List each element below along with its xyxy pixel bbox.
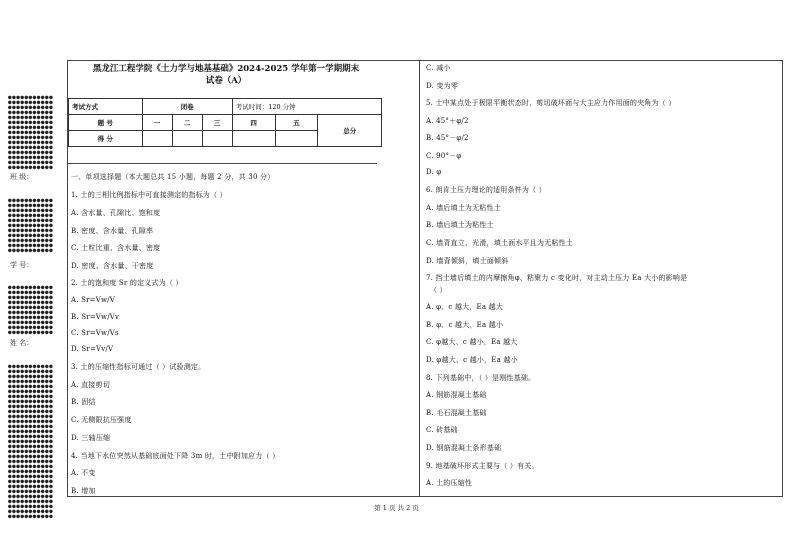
binding-dots-middle-2: ●●●●●●●●●●● ●●●●●●●●●●● ●●●●●●●●●●● ●●●●●●●●●●● ●●●●●●●●●●● ●●●●●●●●●●● ●●●●●●●●●●● ●●●●●●●●●●● ●●●●●●●●●●● ●●●●●●●●●●●: [8, 284, 54, 336]
column-divider: [419, 60, 420, 497]
option-line: A. Sr=Vw/V: [71, 296, 115, 304]
class-label: 班 级：: [10, 173, 34, 181]
question-line: 2. 土的饱和度 Sr 的定义式为（ ）: [71, 279, 183, 287]
column-4: 四: [232, 115, 275, 131]
score-cell-2: [172, 131, 202, 147]
option-line: C. 减小: [426, 64, 451, 72]
question-line: 6. 朗肯土压力理论的适用条件为（ ）: [426, 186, 546, 194]
question-line: 8. 下列基础中，（ ）是刚性基础。: [426, 374, 536, 382]
question-number-label: 题 号: [69, 115, 143, 131]
score-cell-3: [202, 131, 232, 147]
question-line: 5. 土中某点处于极限平衡状态时，剪切破坏面与大主应力作用面的夹角为（ ）: [426, 99, 676, 107]
score-label: 得 分: [69, 131, 143, 147]
binding-dots-bottom: ●●●●●●●●●●● ●●●●●●●●●●● ●●●●●●●●●●● ●●●●●●●●●●● ●●●●●●●●●●● ●●●●●●●●●●● ●●●●●●●●●●● ●●●●●●●●●●● ●●●●●●●●●●● ●●●●●●●●●●● ●●●●●●●●●●● ●●●●●●●●●●● ●●●●●●●●●●● ●●●●●●●●●●● ●●●●●●●●●●● ●●●●●●●●●●● ●●●●●●●●●●● ●●●●●●●●●●● ●●●●●●●●●●● ●●●●●●●●●●● ●●●●●●●●●●● ●●●●●●●●●●● ●●●●●●●●●●● ●●●●●●●●●●● ●●●●●●●●●●● ●●●●●●●●●●● ●●●●●●●●●●● ●●●●●●●●●●● ●●●●●●●●●●● ●●●●●●●●●●● ●●●●●●●●●●●: [8, 363, 54, 520]
option-line: C. 无侧限抗压强度: [71, 416, 132, 424]
option-line: D. 密度、含水量、干密度: [71, 262, 154, 270]
option-line: C. φ越大、c 越小，Ea 越大: [426, 338, 518, 346]
total-label: 总分: [318, 115, 382, 147]
exam-title-line-2: 试卷（A）: [205, 76, 247, 86]
question-line: 7. 挡土墙后填土的内摩擦角φ、粘聚力 c 变化时，对主动土压力 Ea 大小的影响是: [426, 274, 688, 282]
option-line: D. 墙背倾斜，填土面倾斜: [426, 257, 509, 265]
option-line: A. 含水量、孔隙比、饱和度: [71, 209, 161, 217]
option-line: A. φ、c 越大，Ea 越大: [426, 303, 504, 311]
question-line-continued: （ ）: [430, 286, 447, 294]
option-line: D. φ越大、c 越小，Ea 越小: [426, 356, 518, 364]
option-line: B. 固结: [71, 398, 96, 406]
question-line: 1. 土的三相比例指标中可直接测定的指标为（ ）: [71, 191, 227, 199]
column-2: 二: [172, 115, 202, 131]
option-line: B. φ、c 越大，Ea 越小: [426, 321, 504, 329]
question-line: 3. 土的压缩性指标可通过（ ）试验测定。: [71, 363, 206, 371]
exam-method-value: 闭卷: [142, 99, 232, 115]
question-line: 9. 地基破坏形式主要与（ ）有关。: [426, 462, 539, 470]
exam-method-label: 考试方式: [69, 99, 143, 115]
option-line: D. φ: [426, 168, 442, 176]
column-5: 五: [275, 115, 318, 131]
option-line: B. 墙后填土为粘性土: [426, 221, 494, 229]
exam-title-line-1: 黑龙江工程学院《土力学与地基基础》2024-2025 学年第一学期期末: [92, 64, 360, 74]
binding-dots-middle-1: ●●●●●●●●●●● ●●●●●●●●●●● ●●●●●●●●●●● ●●●●●●●●●●● ●●●●●●●●●●● ●●●●●●●●●●● ●●●●●●●●●●● ●●●●●●●●●●● ●●●●●●●●●●● ●●●●●●●●●●● ●●●●●●●●●●●: [8, 197, 54, 254]
option-line: C. 土粒比重、含水量、密度: [71, 244, 161, 252]
score-cell-5: [275, 131, 318, 147]
question-line: 4. 当地下水位突然从基础底面处下降 3m 时，土中附加应力（ ）: [71, 452, 280, 460]
option-line: C. 90°－φ: [426, 152, 462, 160]
exam-title: [70, 63, 382, 87]
exam-time: 考试时间：120 分钟: [232, 99, 381, 115]
option-line: A. 不变: [71, 469, 96, 477]
option-line: D. 三轴压缩: [71, 434, 111, 442]
score-cell-4: [232, 131, 275, 147]
option-line: D. 变为零: [426, 82, 459, 90]
option-line: A. 钢筋混凝土基础: [426, 391, 487, 399]
option-line: C. 砖基础: [426, 426, 458, 434]
option-line: A. 直接剪切: [71, 381, 110, 389]
option-line: B. 毛石混凝土基础: [426, 409, 487, 417]
option-line: D. 钢筋混凝土条形基础: [426, 444, 502, 452]
option-line: B. 增加: [71, 487, 96, 495]
section-heading: 一、单项选择题（本大题总共 15 小题，每题 2 分，共 30 分）: [71, 173, 275, 181]
column-1: 一: [142, 115, 172, 131]
score-table: [68, 98, 382, 147]
option-line: A. 45°＋φ/2: [426, 117, 469, 125]
binding-dots-top: ●●●●●●●●●●● ●●●●●●●●●●● ●●●●●●●●●●● ●●●●●●●●●●● ●●●●●●●●●●● ●●●●●●●●●●● ●●●●●●●●●●● ●●●●●●●●●●● ●●●●●●●●●●● ●●●●●●●●●●● ●●●●●●●●●●● ●●●●●●●●●●● ●●●●●●●●●●● ●●●●●●●●●●● ●●●●●●●●●●●: [8, 94, 54, 171]
option-line: C. 墙背直立、光滑，填土面水平且为无粘性土: [426, 239, 573, 247]
option-line: A. 土的压缩性: [426, 479, 473, 487]
score-cell-1: [142, 131, 172, 147]
option-line: C. Sr=Vw/Vs: [71, 329, 119, 337]
table-separator: [68, 163, 377, 164]
option-line: B. Sr=Vw/Vv: [71, 313, 120, 321]
page-footer: 第 1 页 共 2 页: [374, 504, 419, 512]
student-id-label: 学 号：: [10, 261, 34, 269]
column-3: 三: [202, 115, 232, 131]
option-line: B. 密度、含水量、孔隙率: [71, 227, 154, 235]
option-line: A. 墙后填土为无粘性土: [426, 204, 501, 212]
option-line: B. 45°－φ/2: [426, 134, 469, 142]
option-line: D. Sr=Vv/V: [71, 345, 114, 353]
name-label: 姓 名：: [10, 339, 34, 347]
